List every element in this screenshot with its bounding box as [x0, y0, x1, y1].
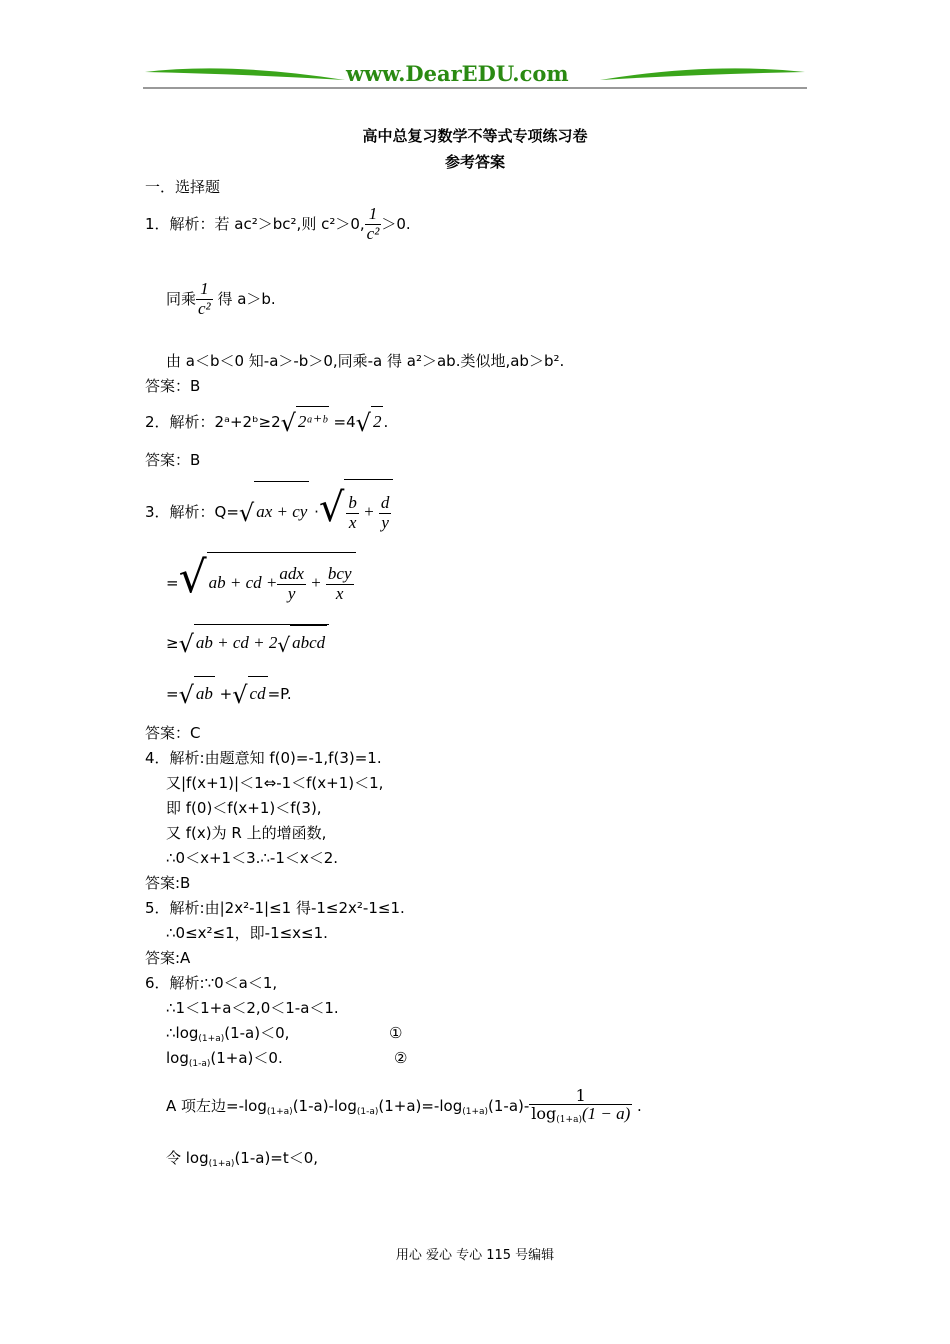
q6-line-3: $\log_{(1-a)}(1+a)<0$. [166, 1049, 283, 1069]
q6-line-5: 令 $\log_{(1+a)}(1-a)=t<0$, [166, 1149, 319, 1169]
site-logo: www.DearEDU.com [346, 61, 569, 86]
q4-line-3: 又 f(x)为 R 上的增函数, [166, 824, 327, 842]
page-subtitle: 参考答案 [444, 153, 505, 171]
q3-line4: =√ ab +√ cd =P. [166, 676, 292, 712]
q4-line-1: 又|f(x+1)|＜1⇔-1＜f(x+1)＜1, [166, 774, 384, 792]
q1-line3: 由 a＜b＜0 知-a＞-b＞0,同乘-a 得 a²＞ab.类似地,ab＞b². [166, 352, 565, 370]
q3-line3: ≥√ ab + cd + 2√ abcd [166, 624, 329, 662]
q3-line1: 3．解析：Q=√ ax + cy ·√ $\frac{b}{x}$ + $\frac{d}{y}$ [145, 478, 393, 543]
q2-line: 2．解析：2ᵃ+2ᵇ≥2√ 2ᵃ⁺ᵇ =4√ 2 . [145, 406, 388, 438]
q1-line1: 1．解析：若 ac²＞bc²,则 c²＞0, $\frac{1}{\text{c²}}$ ＞0. [145, 204, 411, 243]
q4-answer: 答案:B [145, 874, 191, 892]
q4-line-4: ∴0＜x+1＜3.∴-1＜x＜2. [166, 849, 339, 867]
q6-line-4: A 项左边$=-\log_{(1+a)}(1-a)-\log_{(1-a)}(1+a)=-\log_{(1+a)}(1-a)-$ $\frac{1}{\log_{(1+a)}(1 - a)}$ . [166, 1085, 642, 1126]
page-footer: 用心 爱心 专心 115 号编辑 [395, 1248, 555, 1263]
q6-marker-1: ① [389, 1024, 403, 1042]
q4-line-2: 即 f(0)＜f(x+1)＜f(3), [166, 799, 322, 817]
q3-line2: =√ ab + cd + $\frac{\text{adx}}{y}$ + $\frac{\text{bcy}}{x}$ [166, 548, 356, 613]
q5-answer: 答案:A [145, 949, 191, 967]
section-heading: 一．选择题 [145, 178, 221, 196]
q1-line2: 同乘 $\frac{1}{\text{c²}}$ 得 a＞b. [166, 279, 276, 318]
q5-line-0: 5．解析:由|2x²-1|≤1 得-1≤2x²-1≤1. [145, 899, 405, 917]
page-title: 高中总复习数学不等式专项练习卷 [362, 127, 588, 145]
right-swoosh [600, 68, 805, 80]
q3-answer: 答案：C [145, 724, 201, 742]
q5-line-1: ∴0≤x²≤1，即-1≤x≤1. [166, 924, 328, 942]
q6-marker-2: ② [394, 1049, 408, 1067]
q2-answer: 答案：B [145, 451, 201, 469]
q6-line-0: 6．解析:∵0＜a＜1, [145, 974, 278, 992]
left-swoosh [145, 68, 345, 80]
q6-line-2: $\therefore\log_{(1+a)}(1-a)<0$, [166, 1024, 290, 1044]
q4-line-0: 4．解析:由题意知 f(0)=-1,f(3)=1. [145, 749, 382, 767]
q6-line-1: ∴1＜1+a＜2,0＜1-a＜1. [166, 999, 339, 1017]
q1-answer: 答案：B [145, 377, 201, 395]
